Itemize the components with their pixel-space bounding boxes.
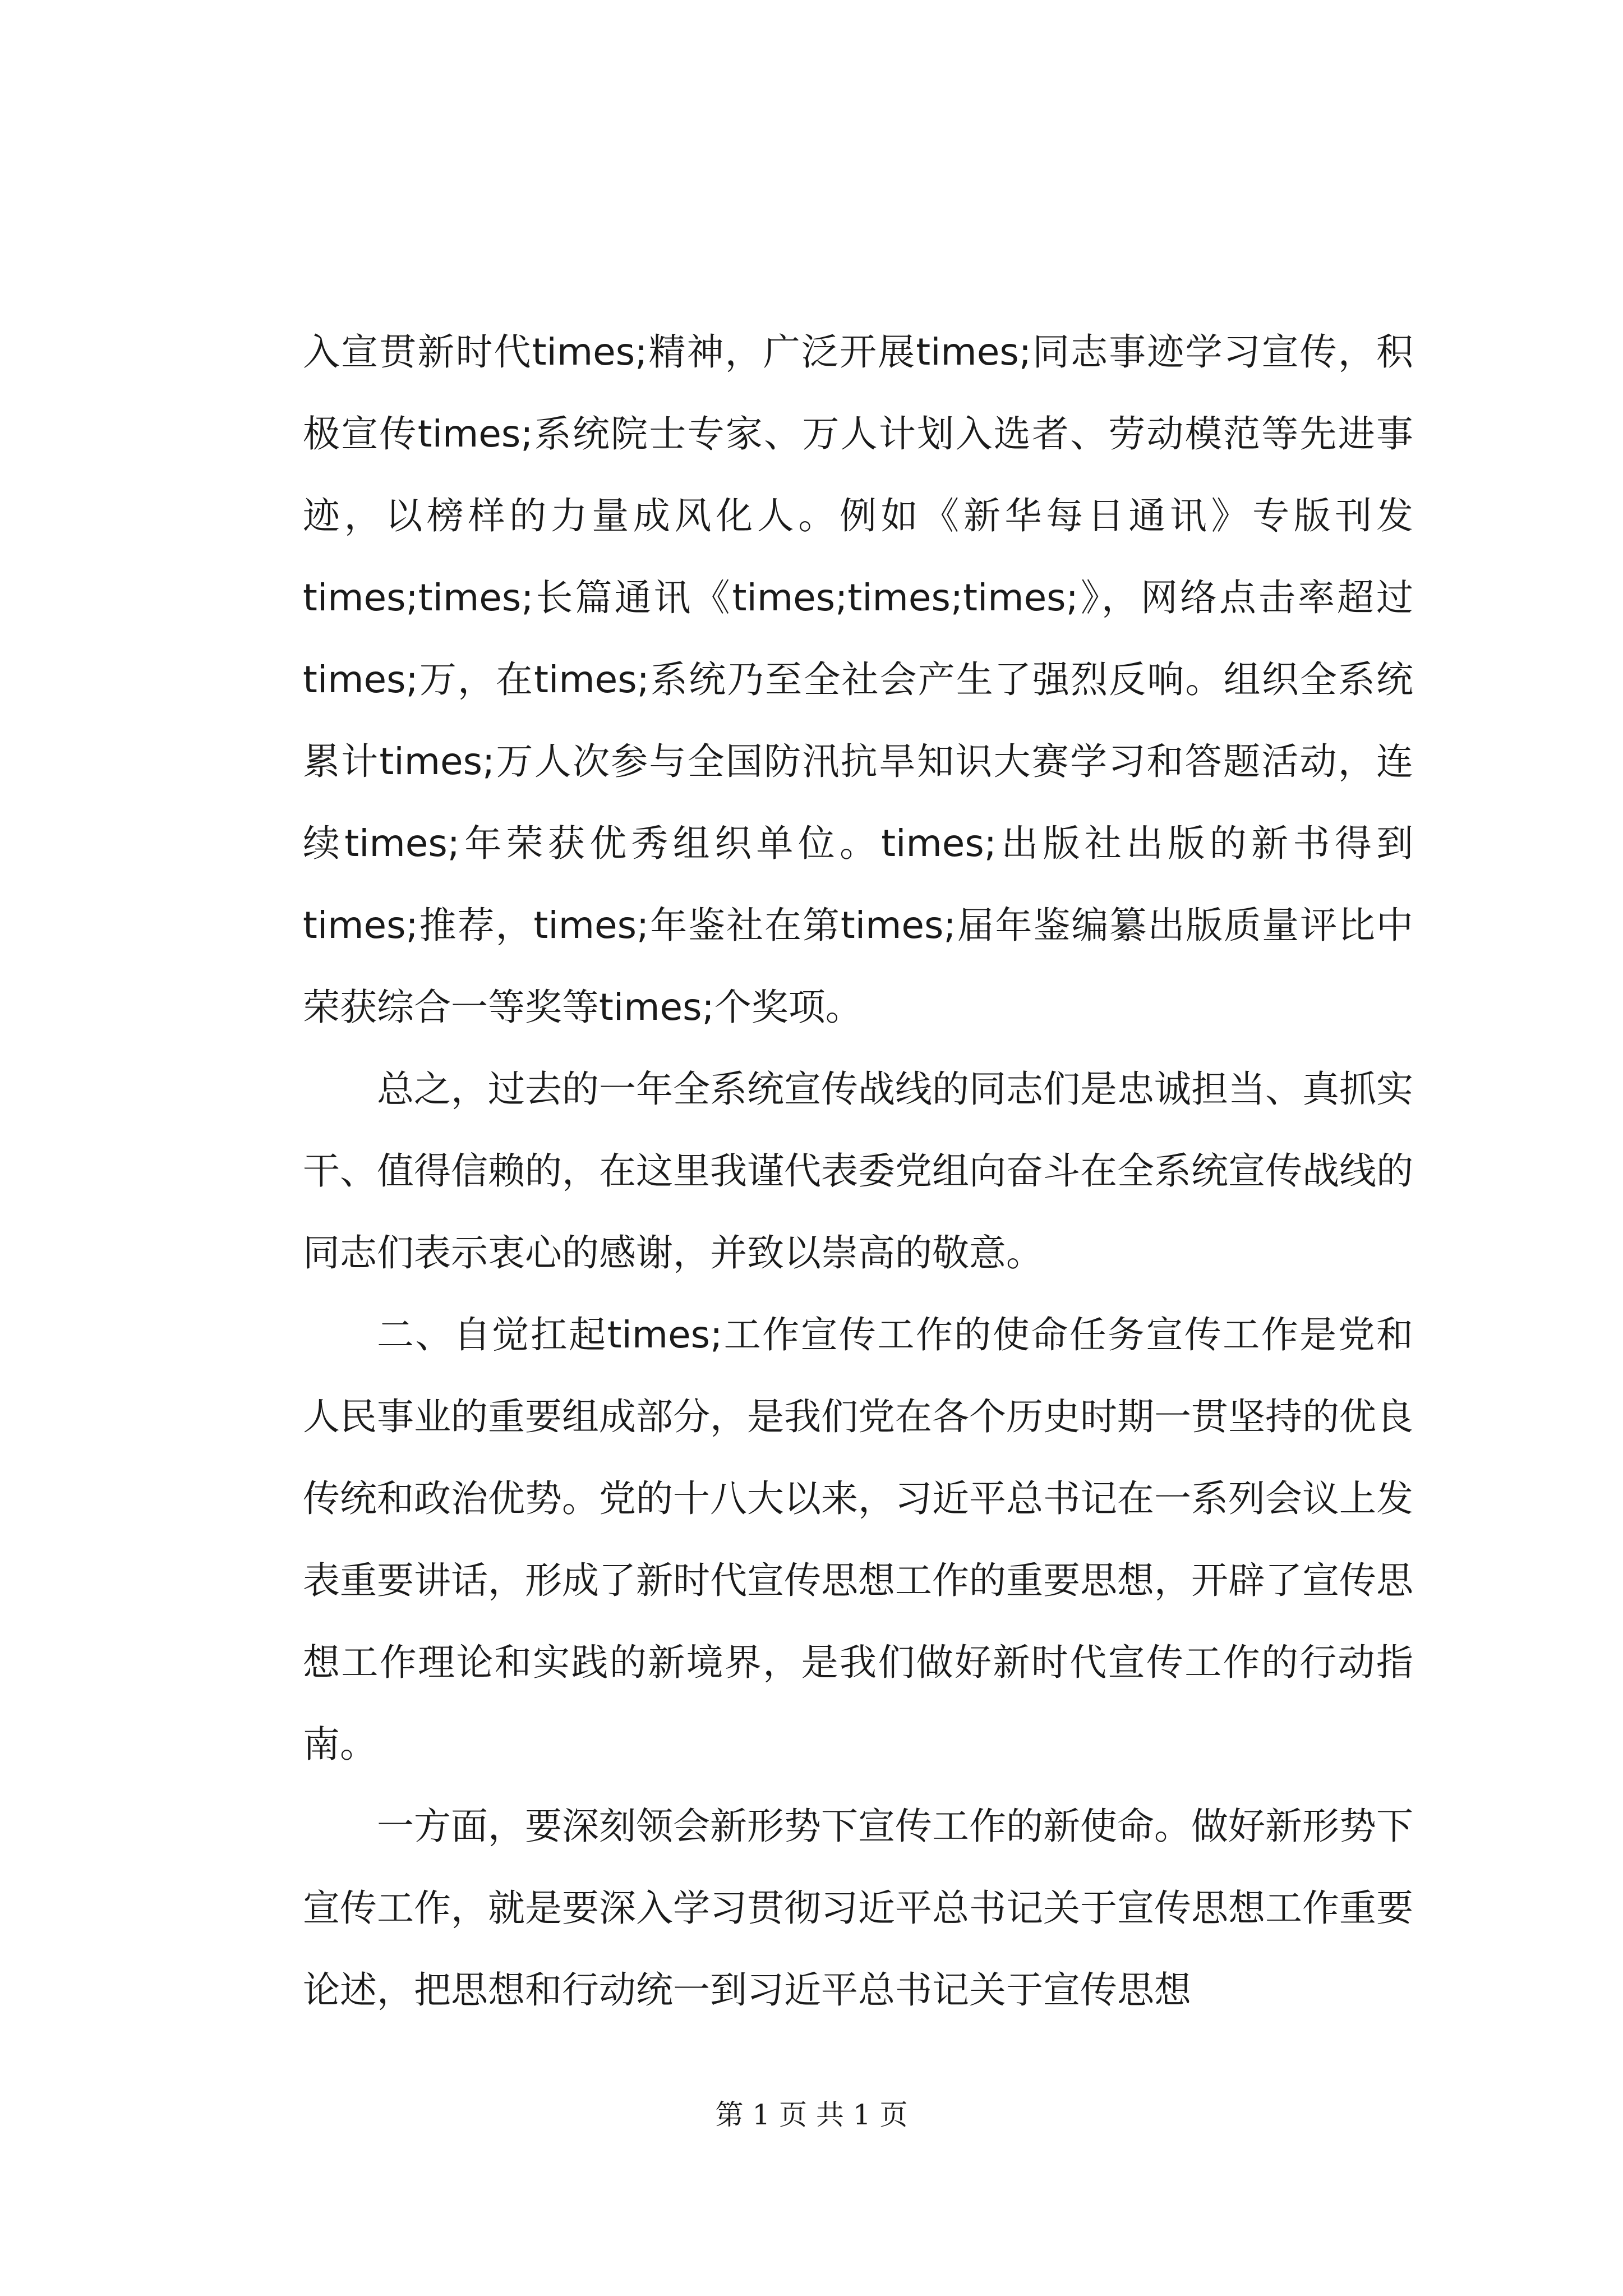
document-body — [303, 311, 1413, 2031]
paragraph-1: 入宣贯新时代times;精神，广泛开展times;同志事迹学习宣传，积极宣传times;系统院士专家、万人计划入选者、劳动模范等先进事迹，以榜样的力量成风化人。例如《新华每日通讯》专版刊发times;times;长篇通讯《times;times;times;》，网络点击率超过times;万，在times;系统乃至全社会产生了强烈反响。组织全系统累计times;万人次参与全国防汛抗旱知识大赛学习和答题活动，连续times;年荣获优秀组织单位。times;出版社出版的新书得到times;推荐，times;年鉴社在第times;届年鉴编纂出版质量评比中荣获综合一等奖等times;个奖项。 — [303, 330, 1413, 1029]
paragraph-3: 二、自觉扛起times;工作宣传工作的使命任务宣传工作是党和人民事业的重要组成部分，是我们党在各个历史时期一贯坚持的优良传统和政治优势。党的十八大以来，习近平总书记在一系列会议上发表重要讲话，形成了新时代宣传思想工作的重要思想，开辟了宣传思想工作理论和实践的新境界，是我们做好新时代宣传工作的行动指南。 — [303, 1313, 1413, 1766]
page-number-footer: 第 1 页 共 1 页 — [715, 2099, 908, 2131]
paragraph-4: 一方面，要深刻领会新形势下宣传工作的新使命。做好新形势下宣传工作，就是要深入学习贯彻习近平总书记关于宣传思想工作重要论述，把思想和行动统一到习近平总书记关于宣传思想 — [303, 1805, 1413, 2012]
paragraph-2: 总之，过去的一年全系统宣传战线的同志们是忠诚担当、真抓实干、值得信赖的，在这里我谨代表委党组向奋斗在全系统宣传战线的同志们表示衷心的感谢，并致以崇高的敬意。 — [303, 1068, 1413, 1274]
